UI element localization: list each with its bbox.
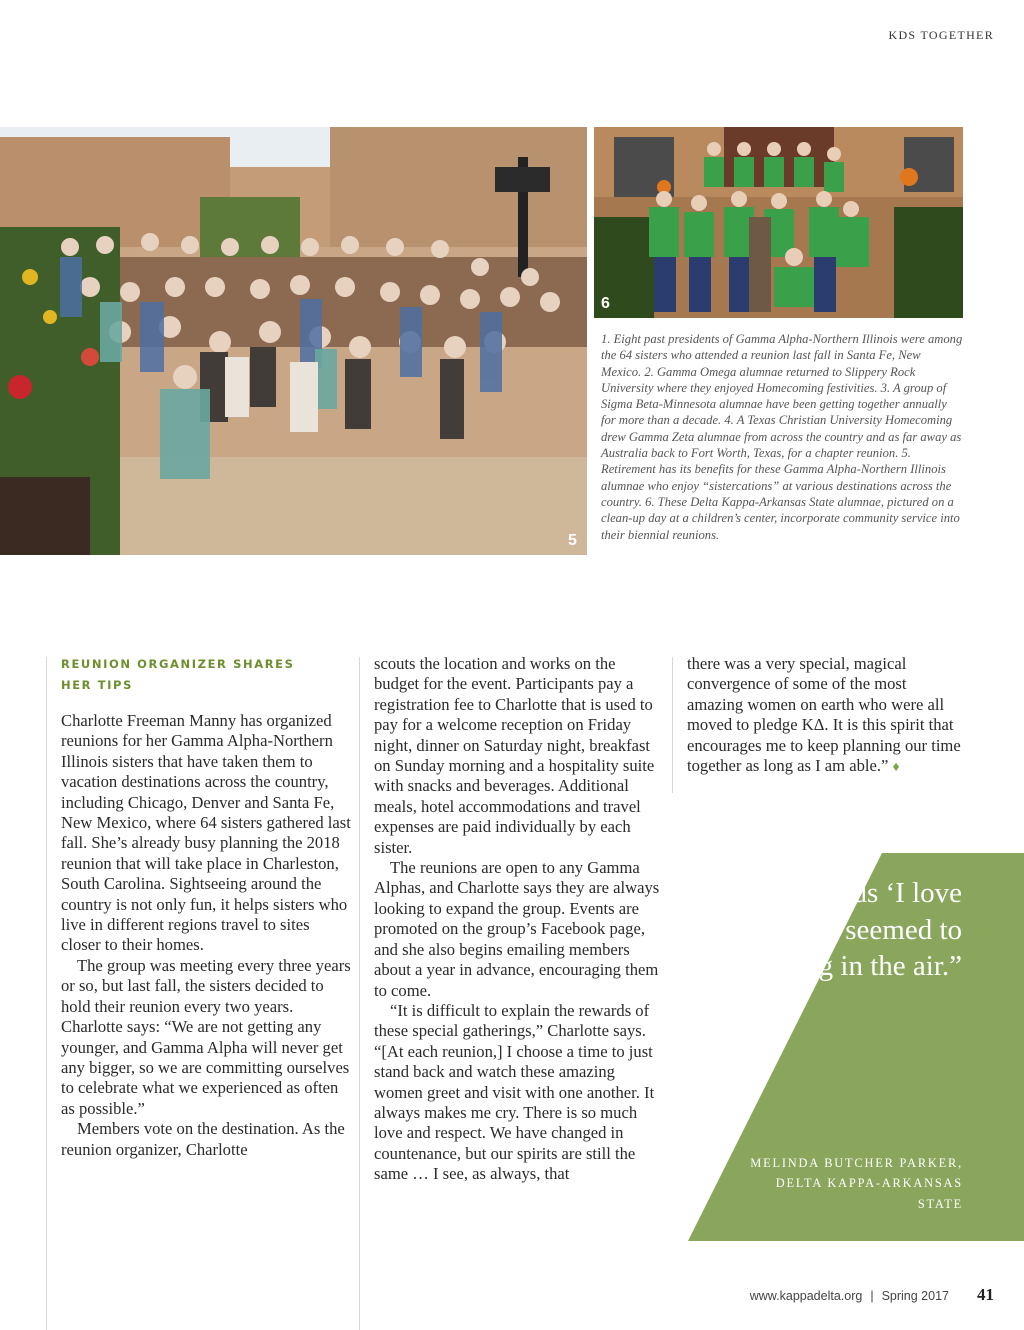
section-heading: REUNION ORGANIZER SHARES HER TIPS: [61, 657, 295, 692]
page-footer: [750, 1285, 994, 1305]
group-photo-outdoor-plaza-illustration: [0, 127, 587, 555]
pull-quote-attribution: MELINDA BUTCHER PARKER, DELTA KAPPA-ARKANSAS STATE: [750, 1156, 963, 1211]
photo-caption: 1. Eight past presidents of Gamma Alpha-Northern Illinois were among the 64 sisters who attended a reunion last fall in Santa Fe, New Mexico. 2. Gamma Omega alumnae returned to Slippery Rock University where they enjoyed Homecoming festivities. 3. A group of Sigma Beta-Minnesota alumnae have been getting together annually for more than a decade. 4. A Texas Christian University Homecoming drew Gamma Zeta alumnae from across the country and as far away as Australia back to Fort Worth, Texas, for a chapter reunion. 5. Retirement has its benefits for these Gamma Alpha-Northern Illinois alumnae who enjoy “sistercations” at various destinations across the country. 6. These Delta Kappa-Arkansas State alumnae, pictured on a clean-up day at a children’s center, incorporate community service into their biennial reunions.: [601, 332, 963, 542]
page-number: 41: [977, 1285, 994, 1304]
paragraph: “It is difficult to explain the rewards of these special gatherings,” Charlotte says. “[At each reunion,] I choose a time to just stand back and watch these amazing women greet and visit with one another. It always makes me cry. There is so much love and respect. We have changed in countenance, but our spirits are still the same … I see, as always, that: [374, 1000, 655, 1184]
column-rule-middle: [359, 657, 360, 1330]
section-label: KDS TOGETHER: [888, 28, 994, 42]
article-column-1: [61, 654, 351, 1160]
article-column-2: [374, 654, 664, 1185]
footer-issue: Spring 2017: [881, 1289, 949, 1303]
group-photo-6: [594, 127, 963, 318]
article-column-3: [687, 654, 965, 778]
paragraph: The group was meeting every three years or so, but last fall, the sisters decided to hold their reunion every two years. Charlotte says: “We are not getting any younger, and Gamma Alpha will never get any bigger, so we are committing ourselves to celebrate what we experienced as often as possible.”: [61, 955, 351, 1118]
pull-quote-text: “The words ‘I love you’ just seemed to hang in the air.”: [737, 877, 962, 983]
group-photo-green-shirts-illustration: [594, 127, 963, 318]
paragraph: Members vote on the destination. As the reunion organizer, Charlotte: [61, 1119, 345, 1159]
footer-url: www.kappadelta.org: [749, 1289, 863, 1303]
paragraph: The reunions are open to any Gamma Alphas, and Charlotte says they are always looking to expand the group. Events are promoted on the group’s Facebook page, and she also begins emailing members about a year in advance, encouraging them to come.: [374, 858, 660, 1000]
paragraph: Charlotte Freeman Manny has organized reunions for her Gamma Alpha-Northern Illinois sisters that have taken them to vacation destinations across the country, including Chicago, Denver and Santa Fe, New Mexico, where 64 sisters gathered last fall. She’s already busy planning the 2018 reunion that will take place in Charleston, South Carolina. Sightseeing around the country is not only fun, it helps sisters who live in different regions travel to sites closer to their homes.: [61, 711, 351, 955]
end-diamond-icon: ♦: [892, 760, 900, 776]
photo-number-5: 5: [568, 532, 577, 549]
column-rule-right: [672, 657, 673, 793]
paragraph-text: there was a very special, magical convergence of some of the most amazing women on earth who were all moved to pledge ΚΔ. It is this spirit that encourages me to keep planning our time together as long as I am able.”: [687, 654, 961, 776]
paragraph: scouts the location and works on the budget for the event. Participants pay a registration fee to Charlotte that is used to pay for a welcome reception on Friday night, dinner on Saturday night, breakfast on Sunday morning and a hospitality suite with snacks and beverages. Additional meals, hotel accommodations and travel expenses are paid individually by each sister.: [374, 654, 655, 857]
paragraph: [687, 654, 965, 778]
column-rule-left: [46, 657, 47, 1330]
pull-quote: [688, 853, 1024, 1241]
photo-number-6: 6: [601, 295, 610, 312]
footer-separator: |: [870, 1289, 874, 1303]
group-photo-5: [0, 127, 587, 555]
